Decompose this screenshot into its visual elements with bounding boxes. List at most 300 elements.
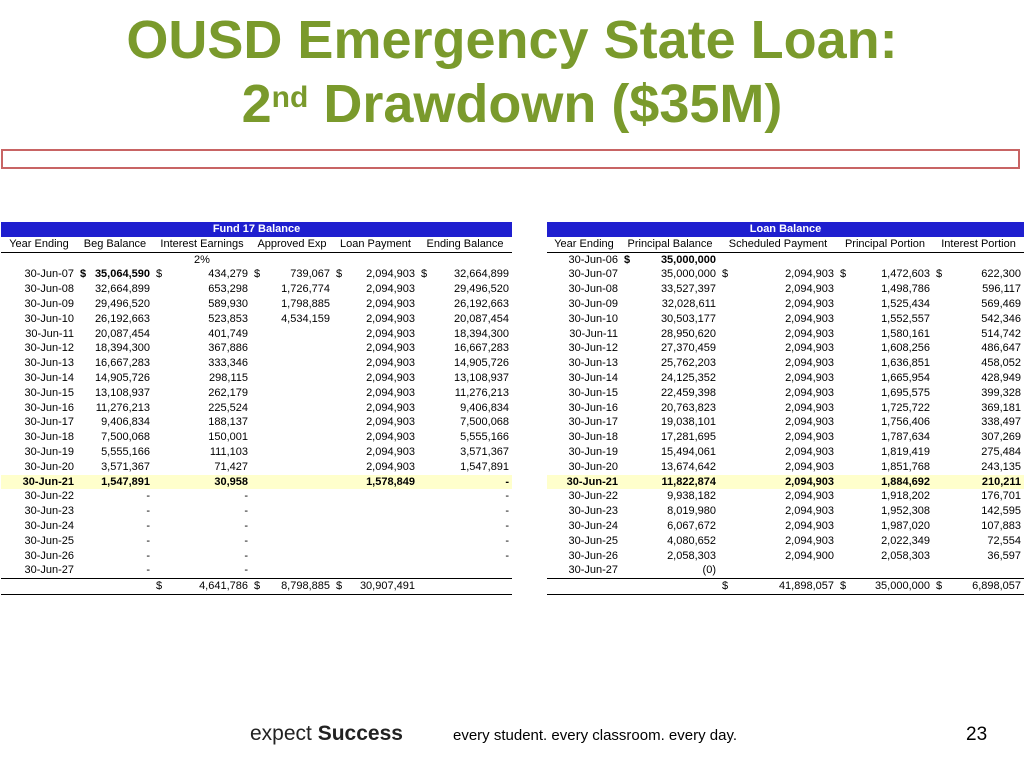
year-ending: 30-Jun-16 bbox=[24, 401, 74, 414]
beg-balance: - bbox=[146, 505, 150, 518]
empty-cell bbox=[621, 579, 719, 595]
table-row bbox=[1, 282, 512, 297]
fund-column-header: Approved Exp bbox=[251, 237, 333, 252]
table-row bbox=[547, 341, 1024, 356]
empty-cell bbox=[77, 579, 153, 595]
beg-balance: 29,496,520 bbox=[94, 297, 150, 310]
title-line-2 bbox=[0, 72, 1024, 136]
beg-balance: 9,406,834 bbox=[101, 416, 150, 429]
currency-symbol: $ bbox=[936, 268, 943, 281]
ending-balance: 7,500,068 bbox=[460, 416, 510, 429]
red-outline-bar bbox=[1, 149, 1020, 169]
empty-cell bbox=[719, 252, 837, 267]
year-ending: 30-Jun-26 bbox=[24, 549, 74, 562]
year-ending: 30-Jun-15 bbox=[568, 386, 618, 399]
approved-exp bbox=[251, 386, 333, 401]
principal-balance: 19,038,101 bbox=[660, 416, 716, 429]
scheduled-payment: 2,094,903 bbox=[785, 357, 834, 370]
year-ending: 30-Jun-07 bbox=[568, 268, 618, 281]
fund-column-header: Loan Payment bbox=[333, 237, 418, 252]
principal-balance: 13,674,642 bbox=[660, 460, 716, 473]
approved-exp bbox=[251, 563, 333, 578]
year-ending: 30-Jun-10 bbox=[568, 312, 618, 325]
cell-value: 35,000,000 bbox=[874, 580, 930, 593]
table-row bbox=[1, 504, 512, 519]
table-row bbox=[547, 445, 1024, 460]
year-ending: 30-Jun-20 bbox=[24, 460, 74, 473]
year-ending: 30-Jun-13 bbox=[568, 357, 618, 370]
beg-balance: - bbox=[146, 534, 150, 547]
ending-balance: - bbox=[418, 475, 512, 490]
principal-balance: 33,527,397 bbox=[660, 283, 716, 296]
loan-payment: 2,094,903 bbox=[366, 401, 415, 414]
principal-portion: 1,695,575 bbox=[881, 386, 930, 399]
cell-value: 2,094,903 bbox=[785, 268, 834, 281]
interest-earnings: 30,958 bbox=[153, 475, 251, 490]
principal-portion: 1,987,020 bbox=[881, 519, 930, 532]
interest-earnings: 523,853 bbox=[208, 312, 248, 325]
ending-balance bbox=[418, 563, 512, 578]
currency-symbol: $ bbox=[421, 268, 428, 281]
table-row bbox=[547, 386, 1024, 401]
table-row bbox=[1, 356, 512, 371]
interest-portion: 243,135 bbox=[981, 460, 1022, 473]
ending-balance: - bbox=[505, 534, 510, 547]
table-row bbox=[1, 297, 512, 312]
loan-payment bbox=[333, 563, 418, 578]
empty-cell bbox=[837, 252, 933, 267]
scheduled-payment: 2,094,903 bbox=[785, 386, 834, 399]
interest-portion bbox=[933, 563, 1024, 578]
ending-balance: - bbox=[505, 519, 510, 532]
ending-balance: 20,087,454 bbox=[453, 312, 510, 325]
table-row bbox=[547, 534, 1024, 549]
scheduled-payment: 2,094,900 bbox=[785, 549, 834, 562]
ending-balance: 11,276,213 bbox=[454, 386, 510, 399]
principal-balance: 30,503,177 bbox=[660, 312, 716, 325]
loan-column-header: Interest Portion bbox=[933, 237, 1024, 252]
table-row bbox=[547, 312, 1024, 327]
year-ending: 30-Jun-24 bbox=[24, 519, 74, 532]
year-ending: 30-Jun-22 bbox=[568, 490, 618, 503]
year-ending: 30-Jun-19 bbox=[24, 445, 74, 458]
interest-earnings: 262,179 bbox=[208, 386, 248, 399]
interest-portion: 458,052 bbox=[981, 357, 1022, 370]
principal-portion: 1,756,406 bbox=[881, 416, 930, 429]
principal-balance: 15,494,061 bbox=[660, 445, 716, 458]
fund-column-header: Beg Balance bbox=[77, 237, 153, 252]
interest-portion: 514,742 bbox=[981, 327, 1022, 340]
table-row bbox=[547, 460, 1024, 475]
beg-balance: - bbox=[146, 519, 150, 532]
table-row bbox=[1, 460, 512, 475]
beg-balance: - bbox=[146, 549, 150, 562]
currency-symbol: $ bbox=[936, 580, 943, 593]
loan-column-header: Principal Balance bbox=[621, 237, 719, 252]
interest-portion: 369,181 bbox=[981, 401, 1022, 414]
total-scheduled bbox=[719, 579, 837, 595]
principal-balance: 11,822,874 bbox=[621, 475, 719, 490]
year-ending: 30-Jun-13 bbox=[24, 357, 74, 370]
principal-balance: 4,080,652 bbox=[667, 534, 716, 547]
empty-cell bbox=[77, 252, 153, 267]
table-row bbox=[1, 534, 512, 549]
approved-exp bbox=[251, 415, 333, 430]
interest-earnings: - bbox=[244, 490, 248, 503]
principal-portion bbox=[837, 267, 933, 282]
beg-balance: 11,276,213 bbox=[95, 401, 150, 414]
principal-portion: 1,787,634 bbox=[881, 431, 930, 444]
year-ending: 30-Jun-11 bbox=[569, 327, 618, 340]
ending-balance: 3,571,367 bbox=[460, 445, 510, 458]
principal-portion: 1,552,557 bbox=[881, 312, 930, 325]
beg-balance: 26,192,663 bbox=[94, 312, 150, 325]
title-ordinal-suffix: nd bbox=[271, 81, 309, 114]
empty-cell bbox=[251, 252, 333, 267]
principal-balance: 8,019,980 bbox=[667, 505, 716, 518]
year-ending: 30-Jun-06 bbox=[568, 253, 618, 266]
year-ending: 30-Jun-12 bbox=[24, 342, 74, 355]
interest-earnings: 188,137 bbox=[208, 416, 248, 429]
currency-symbol: $ bbox=[722, 268, 729, 281]
year-ending: 30-Jun-27 bbox=[24, 564, 74, 577]
cell-value: 41,898,057 bbox=[778, 580, 834, 593]
approved-exp bbox=[251, 430, 333, 445]
scheduled-payment: 2,094,903 bbox=[785, 416, 834, 429]
approved-exp bbox=[251, 371, 333, 386]
beg-balance: 1,547,891 bbox=[77, 475, 153, 490]
interest-portion: 428,949 bbox=[981, 371, 1022, 384]
approved-exp: 4,534,159 bbox=[281, 312, 330, 325]
table-row bbox=[547, 356, 1024, 371]
principal-portion: 1,918,202 bbox=[881, 490, 930, 503]
principal-portion: 1,580,161 bbox=[881, 327, 930, 340]
scheduled-payment: 2,094,903 bbox=[785, 490, 834, 503]
ending-balance: 13,108,937 bbox=[453, 371, 510, 384]
interest-earnings bbox=[153, 267, 251, 282]
interest-earnings: 150,001 bbox=[208, 431, 248, 444]
table-row bbox=[1, 267, 512, 282]
table-row bbox=[1, 312, 512, 327]
year-ending: 30-Jun-26 bbox=[568, 549, 618, 562]
interest-earnings: 298,115 bbox=[209, 371, 248, 384]
principal-portion: 1,498,786 bbox=[881, 283, 930, 296]
year-ending: 30-Jun-15 bbox=[24, 386, 74, 399]
approved-exp bbox=[251, 401, 333, 416]
loan-payment bbox=[333, 267, 418, 282]
table-row bbox=[547, 549, 1024, 564]
loan-payment: 2,094,903 bbox=[366, 416, 415, 429]
cell-value: 1,472,603 bbox=[881, 268, 930, 281]
table-row bbox=[1, 415, 512, 430]
currency-symbol: $ bbox=[840, 268, 847, 281]
scheduled-payment: 2,094,903 bbox=[785, 327, 834, 340]
interest-portion: 72,554 bbox=[987, 534, 1022, 547]
interest-portion: 569,469 bbox=[981, 297, 1022, 310]
total-payment bbox=[333, 579, 418, 595]
table-row bbox=[1, 401, 512, 416]
ending-balance: 26,192,663 bbox=[453, 297, 510, 310]
approved-exp bbox=[251, 519, 333, 534]
ending-balance: 1,547,891 bbox=[460, 460, 510, 473]
total-approved bbox=[251, 579, 333, 595]
principal-balance: 32,028,611 bbox=[661, 297, 716, 310]
beg-balance: 3,571,367 bbox=[101, 460, 150, 473]
interest-portion: 542,346 bbox=[981, 312, 1022, 325]
year-ending: 30-Jun-24 bbox=[568, 519, 618, 532]
scheduled-payment: 2,094,903 bbox=[785, 297, 834, 310]
year-ending: 30-Jun-08 bbox=[24, 283, 74, 296]
loan-payment: 2,094,903 bbox=[366, 312, 415, 325]
principal-balance: 24,125,352 bbox=[660, 371, 716, 384]
table-row bbox=[1, 327, 512, 342]
empty-cell bbox=[418, 579, 512, 595]
principal-balance: 6,067,672 bbox=[667, 519, 716, 532]
loan-balance-table bbox=[547, 222, 1024, 595]
beg-balance: 5,555,166 bbox=[101, 445, 150, 458]
approved-exp bbox=[251, 489, 333, 504]
interest-portion: 107,883 bbox=[981, 519, 1022, 532]
ending-balance: - bbox=[505, 505, 510, 518]
beg-balance bbox=[77, 267, 153, 282]
title-ordinal: 2 bbox=[241, 74, 272, 134]
year-ending: 30-Jun-21 bbox=[1, 475, 77, 490]
year-ending: 30-Jun-25 bbox=[24, 534, 74, 547]
total-interest bbox=[153, 579, 251, 595]
principal-portion: 1,665,954 bbox=[881, 371, 930, 384]
approved-exp: 1,726,774 bbox=[281, 283, 330, 296]
loan-payment bbox=[333, 534, 418, 549]
principal-portion: 1,636,851 bbox=[881, 357, 930, 370]
beg-balance: 7,500,068 bbox=[101, 431, 150, 444]
footer-tagline: every student. every classroom. every day. bbox=[453, 727, 738, 744]
interest-earnings: - bbox=[244, 534, 248, 547]
interest-earnings: - bbox=[244, 505, 248, 518]
currency-symbol: $ bbox=[156, 268, 163, 281]
beg-balance: - bbox=[146, 490, 150, 503]
table-row bbox=[547, 327, 1024, 342]
year-ending: 30-Jun-21 bbox=[547, 475, 621, 490]
loan-payment: 2,094,903 bbox=[366, 460, 415, 473]
loan-payment: 1,578,849 bbox=[333, 475, 418, 490]
loan-payment: 2,094,903 bbox=[366, 431, 415, 444]
interest-portion bbox=[933, 267, 1024, 282]
interest-portion: 176,701 bbox=[981, 490, 1022, 503]
principal-portion: 1,819,419 bbox=[881, 445, 930, 458]
ending-balance: 9,406,834 bbox=[460, 401, 510, 414]
year-ending: 30-Jun-09 bbox=[24, 297, 74, 310]
expect-success-logo: expect Success bbox=[250, 722, 403, 745]
principal-portion: 2,058,303 bbox=[881, 549, 930, 562]
interest-portion: 210,211 bbox=[933, 475, 1024, 490]
cell-value: 4,641,786 bbox=[199, 580, 248, 593]
year-ending: 30-Jun-20 bbox=[568, 460, 618, 473]
cell-value: 739,067 bbox=[290, 268, 330, 281]
cell-value: 35,064,590 bbox=[94, 268, 150, 281]
scheduled-payment: 2,094,903 bbox=[785, 431, 834, 444]
title-line-1: OUSD Emergency State Loan: bbox=[126, 10, 898, 70]
principal-portion: 2,022,349 bbox=[881, 534, 930, 547]
principal-balance: (0) bbox=[702, 564, 716, 577]
approved-exp bbox=[251, 445, 333, 460]
loan-column-header: Scheduled Payment bbox=[719, 237, 837, 252]
beg-balance: 14,905,726 bbox=[94, 371, 150, 384]
beg-balance: 20,087,454 bbox=[94, 327, 150, 340]
loan-payment bbox=[333, 519, 418, 534]
scheduled-payment bbox=[719, 563, 837, 578]
interest-earnings: - bbox=[244, 519, 248, 532]
beg-balance: 32,664,899 bbox=[94, 283, 150, 296]
ending-balance bbox=[418, 267, 512, 282]
approved-exp bbox=[251, 534, 333, 549]
principal-balance: 22,459,398 bbox=[660, 386, 716, 399]
year-ending: 30-Jun-23 bbox=[568, 505, 618, 518]
table-row bbox=[547, 563, 1024, 578]
interest-earnings: 71,427 bbox=[214, 460, 248, 473]
principal-balance bbox=[621, 252, 719, 267]
interest-earnings: 333,346 bbox=[208, 357, 248, 370]
approved-exp bbox=[251, 267, 333, 282]
fund-column-header: Interest Earnings bbox=[153, 237, 251, 252]
table-row bbox=[1, 489, 512, 504]
interest-portion: 275,484 bbox=[981, 445, 1022, 458]
principal-balance: 17,281,695 bbox=[660, 431, 716, 444]
loan-payment bbox=[333, 504, 418, 519]
loan-payment: 2,094,903 bbox=[366, 386, 415, 399]
principal-balance: 35,000,000 bbox=[660, 268, 716, 281]
approved-exp bbox=[251, 549, 333, 564]
principal-portion: 1,725,722 bbox=[881, 401, 930, 414]
table-row bbox=[547, 371, 1024, 386]
currency-symbol: $ bbox=[624, 253, 631, 266]
principal-portion: 1,525,434 bbox=[881, 297, 930, 310]
approved-exp bbox=[251, 341, 333, 356]
loan-payment: 2,094,903 bbox=[366, 283, 415, 296]
principal-portion: 1,851,768 bbox=[881, 460, 930, 473]
currency-symbol: $ bbox=[336, 580, 343, 593]
empty-cell bbox=[1, 252, 77, 267]
empty-cell bbox=[333, 252, 418, 267]
empty-cell bbox=[1, 579, 77, 595]
slide-title bbox=[0, 8, 1024, 136]
table-row bbox=[547, 489, 1024, 504]
scheduled-payment bbox=[719, 267, 837, 282]
table-row bbox=[1, 445, 512, 460]
scheduled-payment: 2,094,903 bbox=[785, 445, 834, 458]
cell-value: 622,300 bbox=[981, 268, 1022, 281]
currency-symbol: $ bbox=[840, 580, 847, 593]
loan-payment: 2,094,903 bbox=[366, 342, 415, 355]
interest-rate: 2% bbox=[194, 253, 210, 266]
ending-balance: 16,667,283 bbox=[453, 342, 510, 355]
scheduled-payment: 2,094,903 bbox=[785, 519, 834, 532]
year-ending: 30-Jun-12 bbox=[568, 342, 618, 355]
interest-earnings: - bbox=[244, 564, 248, 577]
interest-portion: 399,328 bbox=[981, 386, 1022, 399]
year-ending: 30-Jun-17 bbox=[568, 416, 618, 429]
fund-column-header: Year Ending bbox=[1, 237, 77, 252]
approved-exp bbox=[251, 356, 333, 371]
year-ending: 30-Jun-17 bbox=[24, 416, 74, 429]
table-row bbox=[1, 563, 512, 578]
principal-balance: 2,058,303 bbox=[667, 549, 716, 562]
table-row bbox=[1, 430, 512, 445]
table-row bbox=[1, 519, 512, 534]
scheduled-payment: 2,094,903 bbox=[785, 312, 834, 325]
scheduled-payment: 2,094,903 bbox=[785, 283, 834, 296]
totals-row bbox=[1, 579, 512, 595]
table-row bbox=[547, 504, 1024, 519]
year-ending: 30-Jun-16 bbox=[568, 401, 618, 414]
currency-symbol: $ bbox=[722, 580, 729, 593]
principal-portion: 1,952,308 bbox=[881, 505, 930, 518]
total-principal bbox=[837, 579, 933, 595]
scheduled-payment: 2,094,903 bbox=[785, 342, 834, 355]
table-row bbox=[547, 415, 1024, 430]
year-ending: 30-Jun-10 bbox=[24, 312, 74, 325]
title-rest: Drawdown ($35M) bbox=[308, 74, 783, 134]
loan-column-header: Year Ending bbox=[547, 237, 621, 252]
interest-portion: 36,597 bbox=[987, 549, 1022, 562]
table-row bbox=[547, 475, 1024, 490]
beg-balance: 13,108,937 bbox=[94, 386, 150, 399]
table-row bbox=[547, 401, 1024, 416]
scheduled-payment: 2,094,903 bbox=[785, 505, 834, 518]
principal-balance: 28,950,620 bbox=[660, 327, 716, 340]
year-ending: 30-Jun-11 bbox=[25, 327, 74, 340]
empty-cell bbox=[547, 579, 621, 595]
currency-symbol: $ bbox=[254, 268, 261, 281]
approved-exp: 1,798,885 bbox=[281, 297, 330, 310]
year-ending: 30-Jun-25 bbox=[568, 534, 618, 547]
cell-value: 434,279 bbox=[208, 268, 248, 281]
start-row bbox=[547, 252, 1024, 267]
beg-balance: 18,394,300 bbox=[94, 342, 150, 355]
loan-payment: 2,094,903 bbox=[366, 371, 415, 384]
table-row bbox=[547, 297, 1024, 312]
cell-value: 2,094,903 bbox=[366, 268, 415, 281]
approved-exp bbox=[251, 475, 333, 490]
interest-portion: 486,647 bbox=[981, 342, 1022, 355]
table-row bbox=[1, 341, 512, 356]
interest-portion: 142,595 bbox=[981, 505, 1022, 518]
currency-symbol: $ bbox=[254, 580, 261, 593]
scheduled-payment: 2,094,903 bbox=[719, 475, 837, 490]
cell-value: 30,907,491 bbox=[359, 580, 415, 593]
approved-exp bbox=[251, 504, 333, 519]
interest-earnings: - bbox=[244, 549, 248, 562]
fund-table-header: Fund 17 Balance bbox=[1, 222, 512, 237]
year-ending: 30-Jun-07 bbox=[24, 268, 74, 281]
year-ending: 30-Jun-18 bbox=[24, 431, 74, 444]
year-ending: 30-Jun-27 bbox=[568, 564, 618, 577]
fund-17-balance-table bbox=[1, 222, 512, 595]
rate-row bbox=[1, 252, 512, 267]
principal-portion bbox=[837, 563, 933, 578]
currency-symbol: $ bbox=[156, 580, 163, 593]
interest-earnings: 225,524 bbox=[208, 401, 248, 414]
table-row bbox=[1, 371, 512, 386]
ending-balance: 5,555,166 bbox=[460, 431, 510, 444]
beg-balance: 16,667,283 bbox=[94, 357, 150, 370]
page-number: 23 bbox=[966, 724, 988, 745]
ending-balance: - bbox=[505, 490, 510, 503]
principal-balance: 27,370,459 bbox=[660, 342, 716, 355]
table-row bbox=[1, 386, 512, 401]
year-ending: 30-Jun-22 bbox=[24, 490, 74, 503]
interest-portion: 307,269 bbox=[981, 431, 1022, 444]
loan-payment bbox=[333, 489, 418, 504]
